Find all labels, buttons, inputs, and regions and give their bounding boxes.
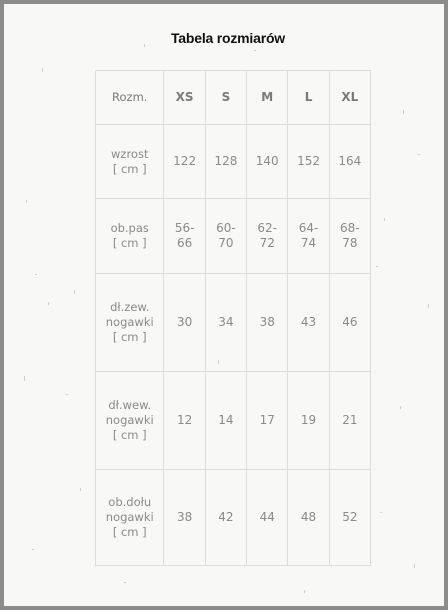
table-row (96, 199, 371, 274)
table-cell: 42 (205, 470, 246, 566)
size-header: XL (329, 71, 370, 125)
table-cell: 56- 66 (164, 199, 205, 274)
row-label: ob.dołu nogawki [ cm ] (96, 470, 164, 566)
table-cell: 48 (288, 470, 329, 566)
table-row (96, 274, 371, 372)
size-header-row (96, 71, 371, 125)
table-cell: 34 (205, 274, 246, 372)
row-label: ob.pas [ cm ] (96, 199, 164, 274)
table-cell: 128 (205, 125, 246, 199)
table-cell: 38 (164, 470, 205, 566)
table-cell: 44 (247, 470, 288, 566)
size-header: XS (164, 71, 205, 125)
table-cell: 52 (329, 470, 370, 566)
table-cell: 38 (247, 274, 288, 372)
table-cell: 14 (205, 372, 246, 470)
corner-label: Rozm. (96, 71, 164, 125)
table-cell: 46 (329, 274, 370, 372)
table-cell: 12 (164, 372, 205, 470)
row-label: dł.zew. nogawki [ cm ] (96, 274, 164, 372)
table-cell: 152 (288, 125, 329, 199)
size-header: L (288, 71, 329, 125)
table-cell: 43 (288, 274, 329, 372)
table-cell: 62- 72 (247, 199, 288, 274)
table-row (96, 125, 371, 199)
size-header: M (247, 71, 288, 125)
size-chart-table (95, 70, 371, 566)
table-cell: 60- 70 (205, 199, 246, 274)
table-cell: 122 (164, 125, 205, 199)
table-cell: 140 (247, 125, 288, 199)
table-cell: 19 (288, 372, 329, 470)
table-row (96, 372, 371, 470)
table-cell: 30 (164, 274, 205, 372)
table-cell: 68- 78 (329, 199, 370, 274)
row-label: dł.wew. nogawki [ cm ] (96, 372, 164, 470)
table-row (96, 470, 371, 566)
size-header: S (205, 71, 246, 125)
page-title: Tabela rozmiarów (170, 30, 286, 46)
row-label: wzrost [ cm ] (96, 125, 164, 199)
table-cell: 164 (329, 125, 370, 199)
table-cell: 21 (329, 372, 370, 470)
table-cell: 17 (247, 372, 288, 470)
table-cell: 64- 74 (288, 199, 329, 274)
